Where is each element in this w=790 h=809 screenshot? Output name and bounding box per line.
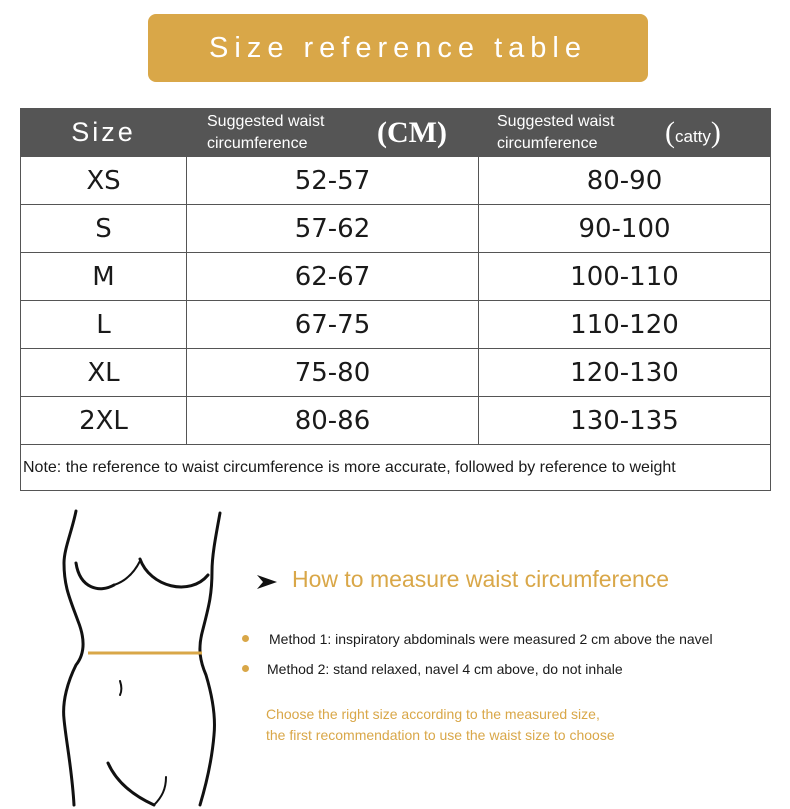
header-weight <box>479 109 771 157</box>
bullet-dot-icon <box>242 665 249 672</box>
right-bust-contour <box>140 559 208 587</box>
banner-title: Size reference table <box>209 31 587 64</box>
cell-weight: 100-110 <box>479 253 771 301</box>
header-waist-cm-line1: Suggested waist <box>207 112 325 130</box>
cell-waist: 67-75 <box>187 301 479 349</box>
cell-weight: 110-120 <box>479 301 771 349</box>
table-row <box>21 253 771 301</box>
how-to-measure-title: How to measure waist circumference <box>292 566 670 592</box>
right-torso-contour <box>200 513 220 805</box>
cell-waist: 52-57 <box>187 157 479 205</box>
method-1-text: Method 1: inspiratory abdominals were measured 2 cm above the navel <box>269 631 713 647</box>
header-weight-line2: circumference <box>497 134 598 152</box>
cell-waist: 57-62 <box>187 205 479 253</box>
cell-size: 2XL <box>21 397 187 445</box>
header-waist-cm-unit: (CM) <box>377 115 447 149</box>
method-1 <box>242 631 713 647</box>
title-banner <box>148 14 648 82</box>
choose-size-line2: the first recommendation to use the waist size to choose <box>266 727 615 743</box>
cell-weight: 90-100 <box>479 205 771 253</box>
left-bust-contour <box>76 563 114 589</box>
table-row <box>21 349 771 397</box>
header-weight-line1: Suggested waist <box>497 112 615 130</box>
cell-weight: 80-90 <box>479 157 771 205</box>
cell-waist: 80-86 <box>187 397 479 445</box>
choose-size-line1: Choose the right size according to the measured size, <box>266 706 600 722</box>
table-row <box>21 157 771 205</box>
groin-contour <box>108 763 154 805</box>
arrow-right-icon <box>255 572 279 592</box>
left-torso-contour <box>64 511 83 805</box>
table-note: Note: the reference to waist circumference is more accurate, followed by reference to weight <box>21 445 771 491</box>
bullet-dot-icon <box>242 635 249 642</box>
cell-size: L <box>21 301 187 349</box>
cell-waist: 62-67 <box>187 253 479 301</box>
note-row <box>21 445 771 491</box>
table-row <box>21 301 771 349</box>
size-reference-table <box>20 108 771 491</box>
cell-size: XL <box>21 349 187 397</box>
cell-weight: 130-135 <box>479 397 771 445</box>
navel-mark <box>120 681 122 695</box>
header-weight-unit: catty <box>675 126 711 146</box>
cell-waist: 75-80 <box>187 349 479 397</box>
method-2-text: Method 2: stand relaxed, navel 4 cm above, do not inhale <box>267 661 623 677</box>
cell-size: XS <box>21 157 187 205</box>
header-weight-unit-open: ( <box>665 115 675 149</box>
cell-size: S <box>21 205 187 253</box>
cell-size: M <box>21 253 187 301</box>
header-waist-cm-line2: circumference <box>207 134 308 152</box>
cell-weight: 120-130 <box>479 349 771 397</box>
method-2 <box>242 661 623 677</box>
table-row <box>21 205 771 253</box>
header-waist-cm <box>187 109 479 157</box>
header-weight-unit-group <box>665 116 721 150</box>
table-row <box>21 397 771 445</box>
groin-contour-inner <box>154 777 166 805</box>
underbust-line <box>114 561 140 585</box>
header-weight-unit-close: ) <box>710 115 721 149</box>
header-size: Size <box>21 109 187 157</box>
choose-size-note <box>266 704 615 746</box>
body-outline-illustration <box>50 505 240 809</box>
table-header-row <box>21 109 771 157</box>
